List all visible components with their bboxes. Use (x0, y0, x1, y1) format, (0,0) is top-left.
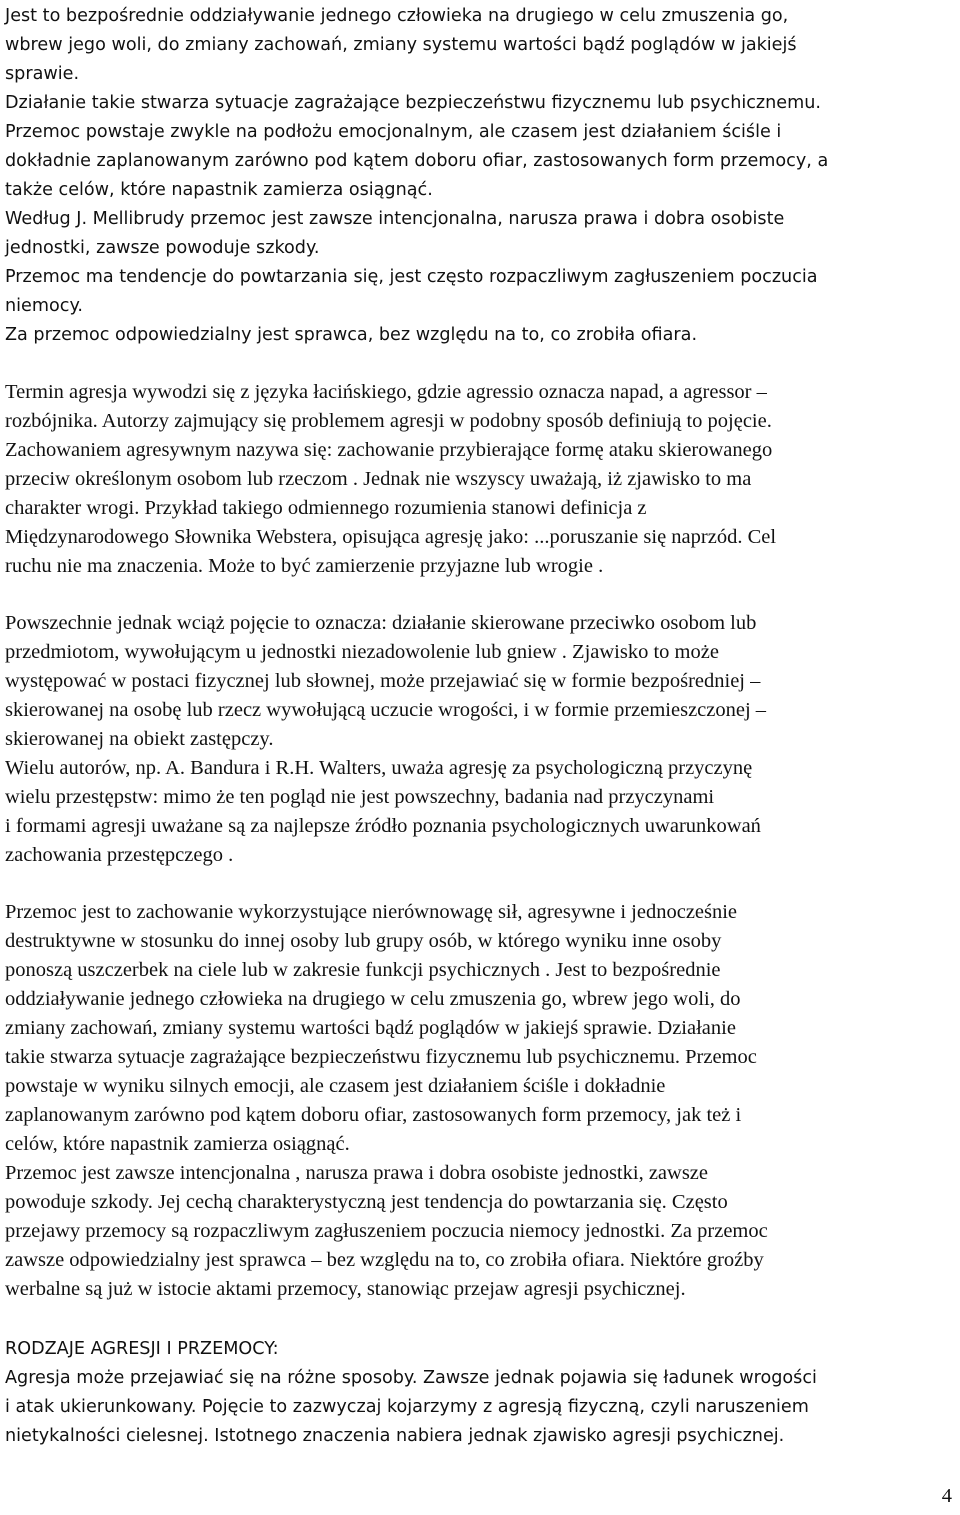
text-line: przejawy przemocy są rozpaczliwym zagłuszeniem poczucia niemocy jednostki. Za przemoc (5, 1220, 768, 1242)
text-line: zawsze odpowiedzialny jest sprawca – bez względu na to, co zrobiła ofiara. Niektóre groźby (5, 1249, 764, 1271)
text-line: zachowania przestępczego . (5, 844, 234, 866)
text-line: Działanie takie stwarza sytuacje zagrażające bezpieczeństwu fizycznemu lub psychicznemu. (5, 93, 822, 113)
text-line: niemocy. (5, 296, 83, 316)
text-line: destruktywne w stosunku do innej osoby lub grupy osób, w którego wyniku inne osoby (5, 930, 722, 952)
text-line: werbalne są już w istocie aktami przemocy, stanowiąc przejaw agresji psychicznej. (5, 1278, 686, 1300)
text-line: Wielu autorów, np. A. Bandura i R.H. Walters, uważa agresję za psychologiczną przyczynę (5, 757, 753, 779)
text-line: Powszechnie jednak wciąż pojęcie to oznacza: działanie skierowane przeciwko osobom lub (5, 612, 757, 634)
text-line: Termin agresja wywodzi się z języka łacińskiego, gdzie agressio oznacza napad, a agressor – (5, 381, 767, 403)
text-line: Jest to bezpośrednie oddziaływanie jednego człowieka na drugiego w celu zmuszenia go, (5, 6, 789, 26)
text-line: skierowanej na obiekt zastępczy. (5, 728, 274, 750)
text-line: ruchu nie ma znaczenia. Może to być zamierzenie przyjazne lub wrogie . (5, 555, 604, 577)
text-line: także celów, które napastnik zamierza osiągnąć. (5, 180, 433, 200)
text-line: zmiany zachowań, zmiany systemu wartości bądź poglądów w jakiejś sprawie. Działanie (5, 1017, 736, 1039)
text-line: RODZAJE AGRESJI I PRZEMOCY: (5, 1339, 279, 1359)
text-line: Za przemoc odpowiedzialny jest sprawca, bez względu na to, co zrobiła ofiara. (5, 325, 698, 345)
text-line: Międzynarodowego Słownika Webstera, opisująca agresję jako: ...poruszanie się naprzód. Cel (5, 526, 777, 548)
text-line: Przemoc powstaje zwykle na podłożu emocjonalnym, ale czasem jest działaniem ściśle i (5, 122, 782, 142)
page-number: 4 (941, 1485, 952, 1507)
text-line: jednostki, zawsze powoduje szkody. (5, 238, 320, 258)
text-line: przedmiotom, wywołującym u jednostki niezadowolenie lub gniew . Zjawisko to może (5, 641, 719, 663)
text-line: rozbójnika. Autorzy zajmujący się problemem agresji w podobny sposób definiują to pojęcie. (5, 410, 772, 432)
text-line: występować w postaci fizycznej lub słownej, może przejawiać się w formie bezpośredniej – (5, 670, 761, 692)
text-line: powoduje szkody. Jej cechą charakterystyczną jest tendencja do powtarzania się. Często (5, 1191, 728, 1213)
text-line: przeciw określonym osobom lub rzeczom . Jednak nie wszyscy uważają, iż zjawisko to ma (5, 468, 752, 490)
text-line: oddziaływanie jednego człowieka na drugiego w celu zmuszenia go, wbrew jego woli, do (5, 988, 741, 1010)
text-line: powstaje w wyniku silnych emocji, ale czasem jest działaniem ściśle i dokładnie (5, 1075, 666, 1097)
text-line: wbrew jego woli, do zmiany zachowań, zmiany systemu wartości bądź poglądów w jakiejś (5, 35, 797, 55)
text-line: Przemoc jest zawsze intencjonalna , narusza prawa i dobra osobiste jednostki, zawsze (5, 1162, 709, 1184)
text-line: Według J. Mellibrudy przemoc jest zawsze intencjonalna, narusza prawa i dobra osobiste (5, 209, 785, 229)
text-line: takie stwarza sytuacje zagrażające bezpieczeństwu fizycznemu lub psychicznemu. Przemoc (5, 1046, 757, 1068)
text-line: skierowanej na osobę lub rzecz wywołującą uczucie wrogości, i w formie przemieszczonej – (5, 699, 767, 721)
text-line: zaplanowanym zarówno pod kątem doboru ofiar, zastosowanych form przemocy, jak też i (5, 1104, 742, 1126)
text-line: Agresja może przejawiać się na różne sposoby. Zawsze jednak pojawia się ładunek wrogości (5, 1368, 817, 1388)
text-line: i atak ukierunkowany. Pojęcie to zazwyczaj kojarzymy z agresją fizyczną, czyli naruszeniem (5, 1397, 809, 1417)
text-line: i formami agresji uważane są za najlepsze źródło poznania psychologicznych uwarunkowań (5, 815, 761, 837)
text-line: nietykalności cielesnej. Istotnego znaczenia nabiera jednak zjawisko agresji psychicznej. (5, 1426, 785, 1446)
text-line: sprawie. (5, 64, 80, 84)
text-line: wielu przestępstw: mimo że ten pogląd nie jest powszechny, badania nad przyczynami (5, 786, 715, 808)
text-line: charakter wrogi. Przykład takiego odmiennego rozumienia stanowi definicja z (5, 497, 647, 519)
text-line: Zachowaniem agresywnym nazywa się: zachowanie przybierające formę ataku skierowanego (5, 439, 773, 461)
text-line: ponoszą uszczerbek na ciele lub w zakresie funkcji psychicznych . Jest to bezpośrednie (5, 959, 721, 981)
text-line: dokładnie zaplanowanym zarówno pod kątem doboru ofiar, zastosowanych form przemocy, a (5, 151, 829, 171)
text-line: celów, które napastnik zamierza osiągnąć. (5, 1133, 350, 1155)
document-page (5, 0, 955, 1515)
text-line: Przemoc jest to zachowanie wykorzystujące nierównowagę sił, agresywne i jednocześnie (5, 901, 738, 923)
text-line: Przemoc ma tendencje do powtarzania się, jest często rozpaczliwym zagłuszeniem poczucia (5, 267, 818, 287)
